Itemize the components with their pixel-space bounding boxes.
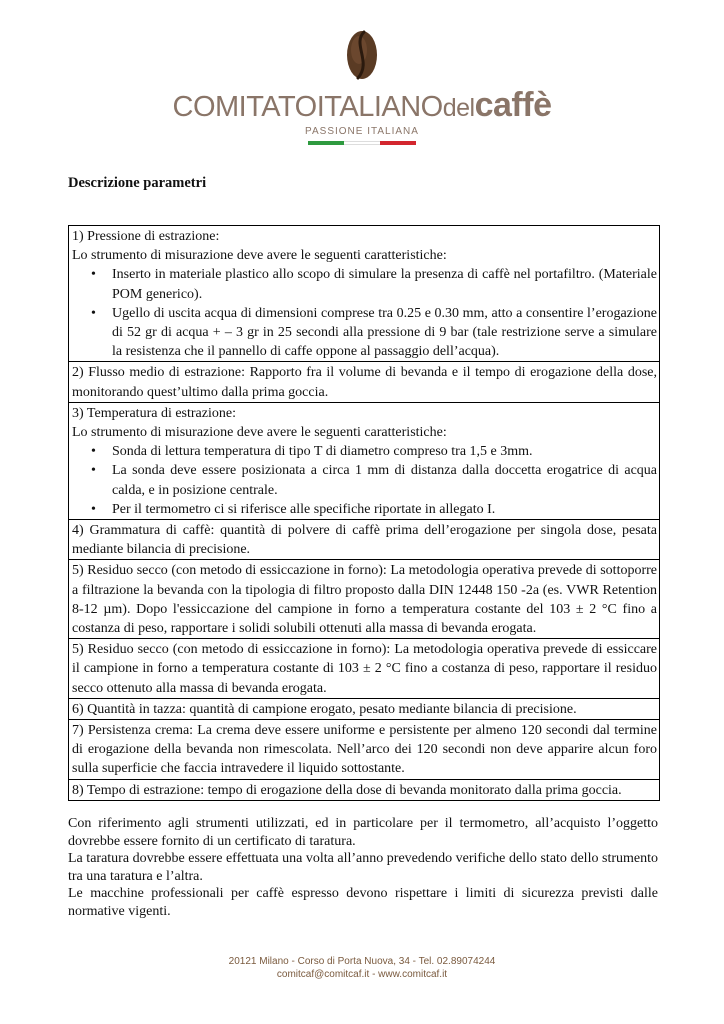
param-1-intro: Lo strumento di misurazione deve avere le seguenti caratteristiche: bbox=[72, 248, 447, 264]
page-title: Descrizione parametri bbox=[68, 175, 207, 191]
footer bbox=[0, 955, 724, 981]
parameters-table bbox=[68, 225, 660, 801]
notes-section bbox=[68, 815, 658, 920]
flag-green bbox=[308, 141, 344, 145]
italian-flag-stripe bbox=[308, 141, 416, 145]
param-5a-cell: 5) Residuo secco (con metodo di essiccazione in forno): La metodologia operativa prevede di sottoporre a filtrazione la bevanda con la tipologia di filtro proposto dalla DIN 12448 150 -2a (es. VWR Retention 8-12 µm). Dopo l'essiccazione del campione in forno a temperatura costante del 103 ± 2 °C fino a costanza di peso, rapportare i solidi solubili ottenuti alla massa di bevanda erogata. bbox=[69, 560, 659, 639]
coffee-bean-icon bbox=[342, 28, 382, 82]
brand-part3: caffè bbox=[474, 86, 552, 124]
brand-part2: del bbox=[442, 94, 475, 122]
param-3-bullet-2: • La sonda deve essere posizionata a circa 1 mm di distanza dalla doccetta erogatrice di acqua calda, e in posizione centrale. bbox=[72, 461, 657, 499]
logo bbox=[0, 28, 724, 82]
param-1-list bbox=[72, 265, 657, 361]
param-3-bullet-3: • Per il termometro ci si riferisce alle specifiche riportate in allegato I. bbox=[72, 500, 657, 519]
note-1: Con riferimento agli strumenti utilizzati, ed in particolare per il termometro, all’acquisto l’oggetto dovrebbe essere fornito di un certificato di taratura. bbox=[68, 816, 658, 849]
param-4-cell: 4) Grammatura di caffè: quantità di polvere di caffè prima dell’erogazione per singola dose, pesata mediante bilancia di precisione. bbox=[69, 520, 659, 560]
flag-white bbox=[344, 141, 380, 145]
flag-red bbox=[380, 141, 416, 145]
param-7-cell: 7) Persistenza crema: La crema deve essere uniforme e persistente per almeno 120 secondi dal termine di erogazione della bevanda non rimescolata. Nell’arco dei 120 secondi non deve apparire alcun foro sulla superficie che faccia intravedere il liquido sottostante. bbox=[69, 720, 659, 780]
note-3: Le macchine professionali per caffè espresso devono rispettare i limiti di sicurezza previsti dalle normative vigenti. bbox=[68, 886, 658, 919]
note-2: La taratura dovrebbe essere effettuata una volta all’anno prevedendo verifiche dello stato dello strumento tra una taratura e l’altra. bbox=[68, 851, 658, 884]
param-2-cell: 2) Flusso medio di estrazione: Rapporto fra il volume di bevanda e il tempo di erogazione della dose, monitorando quest’ultimo dalla prima goccia. bbox=[69, 362, 659, 402]
param-3-intro: Lo strumento di misurazione deve avere le seguenti caratteristiche: bbox=[72, 425, 447, 441]
param-3-list bbox=[72, 442, 657, 519]
param-3-title: 3) Temperatura di estrazione: bbox=[72, 405, 236, 421]
param-6-cell: 6) Quantità in tazza: quantità di campione erogato, pesato mediante bilancia di precisione. bbox=[69, 699, 659, 720]
footer-contacts: comitcaf@comitcaf.it - www.comitcaf.it bbox=[276, 969, 448, 980]
tagline: PASSIONE ITALIANA bbox=[305, 126, 419, 137]
param-5b-cell: 5) Residuo secco (con metodo di essiccazione in forno): La metodologia operativa prevede di essiccare il campione in forno a temperatura costante di 103 ± 2 °C fino a costanza di peso, rapportare il residuo secco ottenuto alla massa di bevanda erogata. bbox=[69, 639, 659, 699]
brand-part1: COMITATOITALIANO bbox=[172, 91, 443, 123]
param-3-bullet-1: • Sonda di lettura temperatura di tipo T di diametro compreso tra 1,5 e 3mm. bbox=[72, 442, 657, 461]
brand-name bbox=[0, 86, 724, 125]
footer-address: 20121 Milano - Corso di Porta Nuova, 34 - Tel. 02.89074244 bbox=[228, 956, 496, 967]
param-1-bullet-1: • Inserto in materiale plastico allo scopo di simulare la presenza di caffè nel portafiltro. (Materiale POM generico). bbox=[72, 265, 657, 303]
param-1-bullet-2: • Ugello di uscita acqua di dimensioni comprese tra 0.25 e 0.30 mm, atto a consentire l’erogazione di 52 gr di acqua + – 3 gr in 25 secondi alla pressione di 9 bar (tale restrizione serve a simulare la resistenza che il pannello di caffe oppone al passaggio dell’acqua). bbox=[72, 304, 657, 362]
param-8-cell: 8) Tempo di estrazione: tempo di erogazione della dose di bevanda monitorato dalla prima goccia. bbox=[69, 780, 659, 801]
param-1-cell bbox=[69, 226, 659, 362]
param-1-title: 1) Pressione di estrazione: bbox=[72, 229, 220, 244]
param-3-cell bbox=[69, 403, 659, 520]
